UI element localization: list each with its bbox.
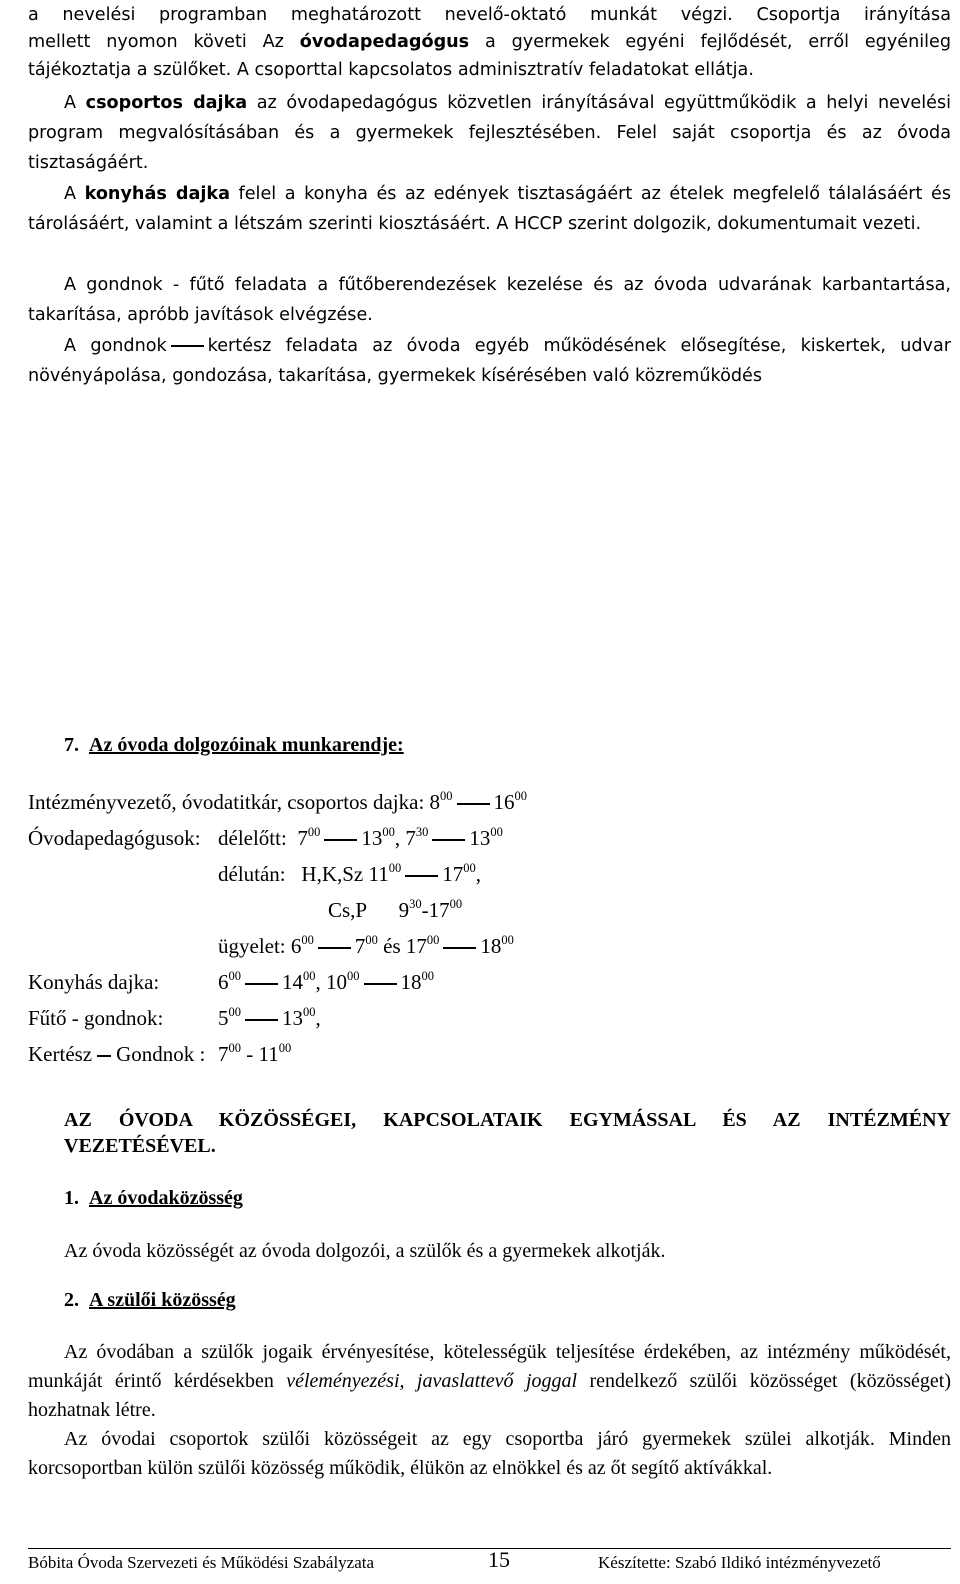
page-number: 15 [488, 1547, 510, 1572]
footer-author: Készítette: Szabó Ildikó intézményvezető [598, 1553, 881, 1572]
schedule-row-ugyelet: ügyelet: $6^{00}$ $7^{00}$ és $17^{00}$ $18^{00}$ [218, 933, 514, 958]
konyhas-paragraph: A konyhás dajka felel a konyha és az edények tisztaságáért az ételek megfelelő tálalásáért és tárolásáért, valamint a létszám szerinti kiosztásáért. A HCCP szerint dolgozik, dokumentumait vezeti. [28, 184, 952, 234]
schedule-row-futo: $5^{00}$ $13^{00}$, [218, 1005, 321, 1030]
futo-paragraph: A gondnok - fűtő feladata a fűtőberendezések kezelése és az óvoda udvarának karbantartása, takarítása, apróbb javítások elvégzése. [28, 275, 951, 325]
schedule-row-kertesz: $7^{00} - 11^{00}$ [218, 1041, 292, 1066]
section-1-heading: 1. Az óvodaközösség [64, 1187, 243, 1209]
community-heading-line-2: VEZETÉSÉVEL. [64, 1135, 216, 1157]
footer-title: Bóbita Óvoda Szervezeti és Működési Szabályzata [28, 1553, 375, 1572]
schedule-row-delutan: délután: H,K,Sz $11^{00}$ $17^{00}$, [218, 861, 481, 886]
schedule-row-vezeto: Intézményvezető, óvodatitkár, csoportos dajka: $8^{00}$ $16^{00}$ [28, 789, 528, 814]
section-2-heading: 2. A szülői közösség [64, 1289, 236, 1311]
intro-line-2: mellett nyomon követi Az óvodapedagógus a gyermekek egyéni fejlődését, erről egyénileg [28, 32, 951, 52]
section-7-heading: 7. Az óvoda dolgozóinak munkarendje: [64, 734, 404, 756]
schedule-row-futo-label: Fűtő - gondnok: [28, 1006, 164, 1030]
community-heading-line-1: AZ ÓVODA KÖZÖSSÉGEI, KAPCSOLATAIK EGYMÁSSAL ÉS AZ INTÉZMÉNY [64, 1109, 951, 1131]
schedule-row-pedagogus-label: Óvodapedagógusok: [28, 826, 201, 850]
parents-paragraph-1: Az óvodában a szülők jogaik érvényesítése, kötelességük teljesítése érdekében, az intézmény működését, munkáját érintő kérdésekben véleményezési, javaslattevő joggal rendelkező szülői közösséget (közösséget) hozhatnak létre. [28, 1341, 951, 1421]
schedule-row-konyhas-label: Konyhás dajka: [28, 970, 160, 994]
dajka-paragraph: A csoportos dajka az óvodapedagógus közvetlen irányításával együttműködik a helyi nevelési program megvalósításában és a gyermekek fejlesztésében. Felel saját csoportja és az óvoda tisztaságáért. [28, 93, 951, 173]
kertesz-paragraph: A gondnok kertész feladata az óvoda egyéb működésének elősegítése, kiskertek, udvar növényápolása, gondozása, takarítása, gyermekek kísérésében való közreműködés [28, 336, 951, 386]
intro-line-3: tájékoztatja a szülőket. A csoporttal kapcsolatos adminisztratív feladatokat ellátja. [28, 60, 754, 80]
parents-paragraph-2: Az óvodai csoportok szülői közösségeit az egy csoportba járó gyermekek szülei alkotják. Minden korcsoportban külön szülői közösség működik, élükön az elnökkel és az őt segítő aktívákkal. [28, 1428, 951, 1479]
schedule-row-konyhas: $6^{00}$ $14^{00}$, $10^{00}$ $18^{00}$ [218, 969, 434, 994]
schedule-row-kertesz-label: Kertész Gondnok : [28, 1042, 206, 1066]
section-1-text: Az óvoda közösségét az óvoda dolgozói, a szülők és a gyermekek alkotják. [64, 1240, 666, 1262]
schedule-row-csp: Cs,P $9^{30}-17^{00}$ [328, 897, 463, 922]
intro-line-1: a nevelési programban meghatározott nevelő-oktató munkát végzi. Csoportja irányítása [28, 5, 951, 25]
schedule-row-delelott: délelőtt: $7^{00}$ $13^{00}$, $7^{30}$ $13^{00}$ [218, 825, 503, 850]
